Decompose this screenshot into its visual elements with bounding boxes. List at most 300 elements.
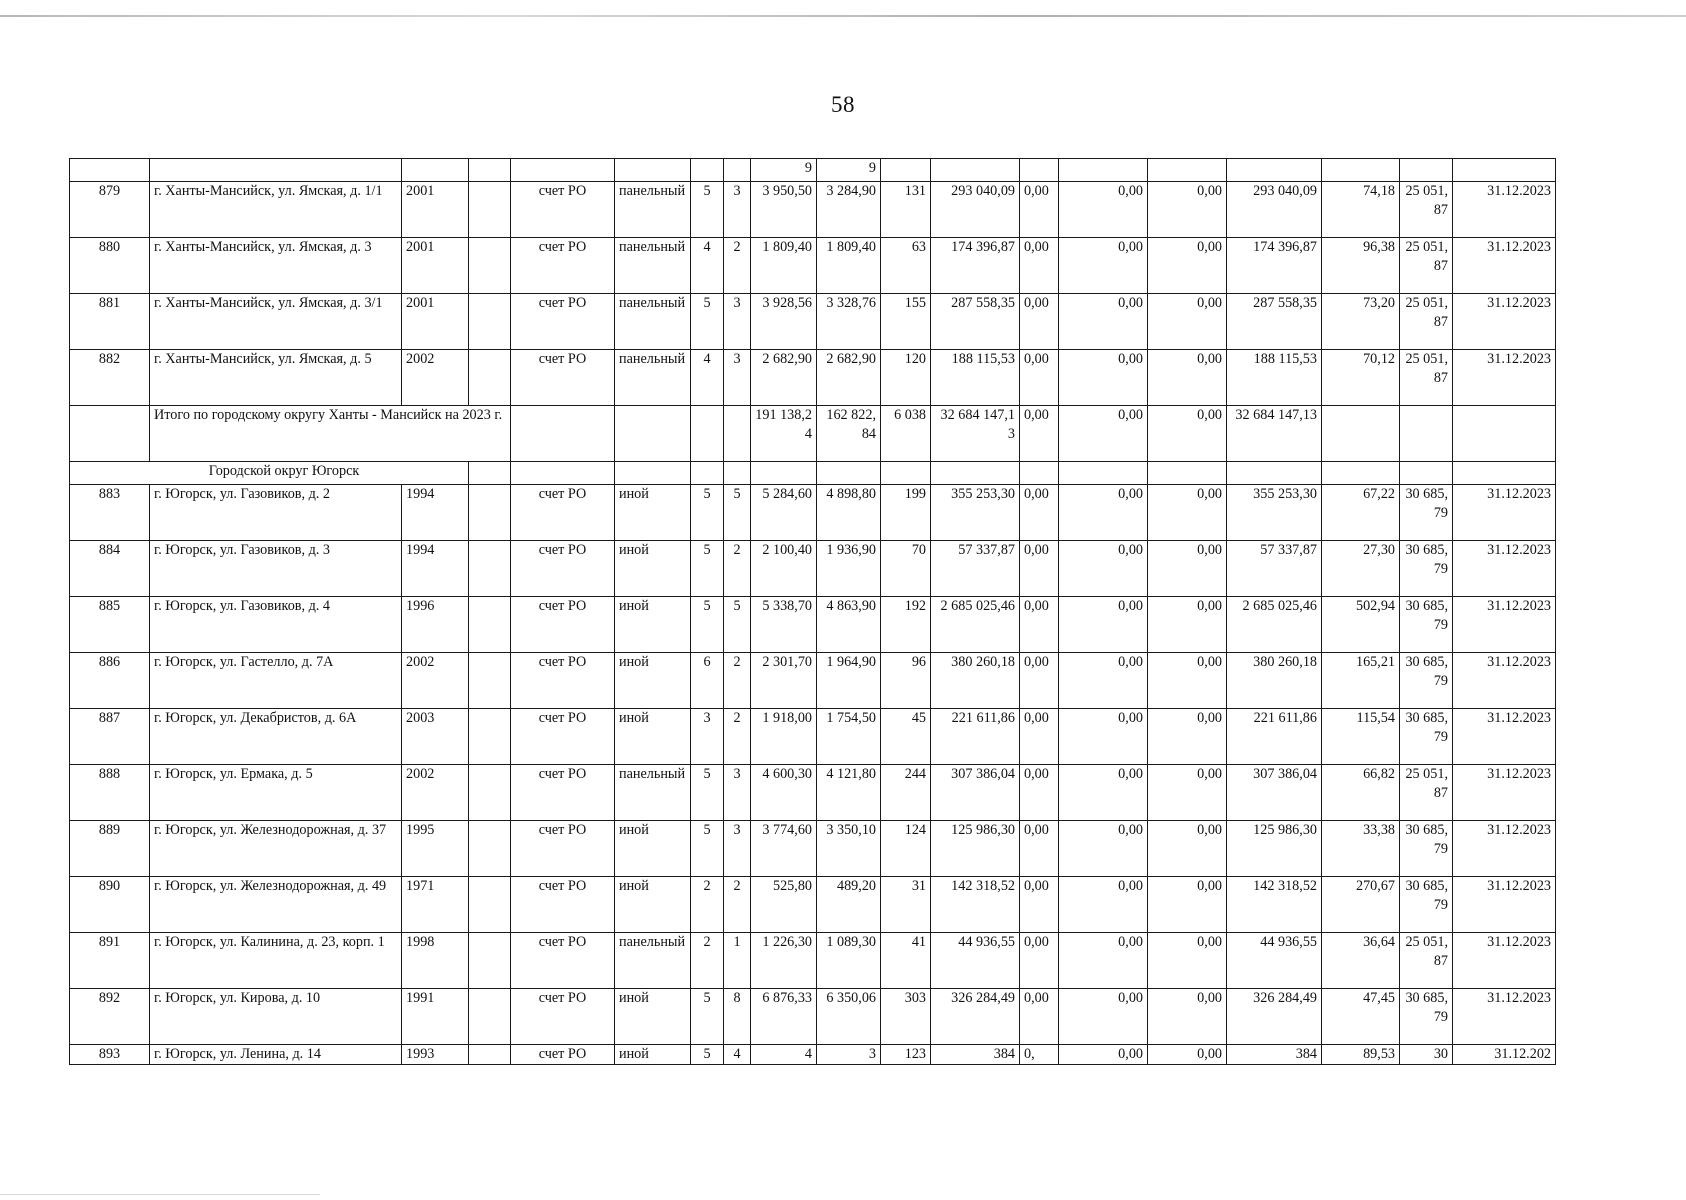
fund-ppk-cell: 0,00 <box>1020 933 1059 989</box>
unit-cost-cell: 33,38 <box>1322 821 1400 877</box>
fund-method-cell: счет РО <box>511 877 615 933</box>
floors-cell: 5 <box>691 485 724 541</box>
table-row <box>70 765 1556 821</box>
entrances-cell: 5 <box>724 597 751 653</box>
fund-ppk-cell: 0,00 <box>1020 653 1059 709</box>
area-living-cell: 4 898,80 <box>817 485 881 541</box>
area-total-cell: 3 928,56 <box>751 294 817 350</box>
fund-method-cell: счет РО <box>511 653 615 709</box>
table-row <box>70 821 1556 877</box>
total-residents: 6 038 <box>881 406 931 462</box>
wall-material-cell: панельный <box>615 182 691 238</box>
residents-cell: 45 <box>881 709 931 765</box>
budget-subject-cell: 0,00 <box>1059 541 1148 597</box>
unit-cost-cell: 36,64 <box>1322 933 1400 989</box>
table-row <box>70 597 1556 653</box>
area-living-cell: 4 121,80 <box>817 765 881 821</box>
fund-ppk-cell: 0,00 <box>1020 541 1059 597</box>
table-row <box>70 485 1556 541</box>
floors-cell: 5 <box>691 597 724 653</box>
year-cell: 1996 <box>402 597 469 653</box>
budget-municipal-cell: 0,00 <box>1148 1045 1227 1065</box>
area-total-cell: 9 <box>751 159 817 182</box>
owners-funds-cell: 142 318,52 <box>1227 877 1322 933</box>
budget-subject-cell: 0,00 <box>1059 709 1148 765</box>
unit-cost-cell: 73,20 <box>1322 294 1400 350</box>
year-cell: 2002 <box>402 653 469 709</box>
address-cell: г. Ханты-Мансийск, ул. Ямская, д. 3/1 <box>150 294 402 350</box>
fund-method-cell: счет РО <box>511 1045 615 1065</box>
unit-cost-cell: 74,18 <box>1322 182 1400 238</box>
row-number: 887 <box>70 709 150 765</box>
cost-total-cell: 125 986,30 <box>931 821 1020 877</box>
area-total-cell: 2 301,70 <box>751 653 817 709</box>
fund-method-cell: счет РО <box>511 989 615 1045</box>
fund-method-cell: счет РО <box>511 821 615 877</box>
budget-subject-cell: 0,00 <box>1059 933 1148 989</box>
residents-cell: 244 <box>881 765 931 821</box>
limit-cost-cell: 30 685,79 <box>1400 597 1453 653</box>
year-cell: 2002 <box>402 350 469 406</box>
deadline-cell: 31.12.2023 <box>1453 485 1556 541</box>
fund-ppk-cell: 0,00 <box>1020 485 1059 541</box>
residents-cell: 31 <box>881 877 931 933</box>
entrances-cell: 2 <box>724 238 751 294</box>
area-total-cell: 5 284,60 <box>751 485 817 541</box>
table-row <box>70 294 1556 350</box>
budget-municipal-cell: 0,00 <box>1148 541 1227 597</box>
fund-ppk-cell: 0,00 <box>1020 182 1059 238</box>
entrances-cell: 3 <box>724 350 751 406</box>
budget-subject-cell: 0,00 <box>1059 485 1148 541</box>
fund-ppk-cell: 0,00 <box>1020 709 1059 765</box>
unit-cost-cell: 115,54 <box>1322 709 1400 765</box>
entrances-cell: 3 <box>724 182 751 238</box>
unit-cost-cell: 89,53 <box>1322 1045 1400 1065</box>
year-cell: 1995 <box>402 821 469 877</box>
total-area-living: 162 822,84 <box>817 406 881 462</box>
area-living-cell: 9 <box>817 159 881 182</box>
area-total-cell: 5 338,70 <box>751 597 817 653</box>
total-budget-municipal: 0,00 <box>1148 406 1227 462</box>
address-cell: г. Югорск, ул. Калинина, д. 23, корп. 1 <box>150 933 402 989</box>
address-cell: г. Югорск, ул. Ленина, д. 14 <box>150 1045 402 1065</box>
row-number: 886 <box>70 653 150 709</box>
area-total-cell: 1 226,30 <box>751 933 817 989</box>
area-total-cell: 4 <box>751 1045 817 1065</box>
table-row <box>70 989 1556 1045</box>
floors-cell: 5 <box>691 541 724 597</box>
owners-funds-cell: 44 936,55 <box>1227 933 1322 989</box>
area-living-cell: 4 863,90 <box>817 597 881 653</box>
scan-edge-bottom <box>0 1194 320 1195</box>
row-number: 885 <box>70 597 150 653</box>
limit-cost-cell: 25 051,87 <box>1400 294 1453 350</box>
deadline-cell: 31.12.2023 <box>1453 597 1556 653</box>
area-total-cell: 4 600,30 <box>751 765 817 821</box>
row-number: 881 <box>70 294 150 350</box>
wall-material-cell: панельный <box>615 933 691 989</box>
limit-cost-cell: 25 051,87 <box>1400 350 1453 406</box>
entrances-cell: 3 <box>724 765 751 821</box>
table-row <box>70 1045 1556 1065</box>
budget-municipal-cell: 0,00 <box>1148 182 1227 238</box>
limit-cost-cell: 25 051,87 <box>1400 182 1453 238</box>
entrances-cell: 4 <box>724 1045 751 1065</box>
table-row <box>70 541 1556 597</box>
total-budget-subject: 0,00 <box>1059 406 1148 462</box>
total-fund-ppk: 0,00 <box>1020 406 1059 462</box>
budget-municipal-cell: 0,00 <box>1148 294 1227 350</box>
year-cell: 2001 <box>402 182 469 238</box>
fund-method-cell: счет РО <box>511 350 615 406</box>
entrances-cell: 2 <box>724 709 751 765</box>
address-cell: г. Ханты-Мансийск, ул. Ямская, д. 5 <box>150 350 402 406</box>
cost-total-cell: 57 337,87 <box>931 541 1020 597</box>
wall-material-cell: панельный <box>615 238 691 294</box>
row-number: 883 <box>70 485 150 541</box>
total-owners-funds: 32 684 147,13 <box>1227 406 1322 462</box>
wall-material-cell: иной <box>615 709 691 765</box>
area-living-cell: 1 964,90 <box>817 653 881 709</box>
cost-total-cell: 188 115,53 <box>931 350 1020 406</box>
cost-total-cell: 2 685 025,46 <box>931 597 1020 653</box>
address-cell: г. Югорск, ул. Газовиков, д. 4 <box>150 597 402 653</box>
year-cell: 2001 <box>402 294 469 350</box>
budget-subject-cell: 0,00 <box>1059 877 1148 933</box>
owners-funds-cell: 307 386,04 <box>1227 765 1322 821</box>
owners-funds-cell: 287 558,35 <box>1227 294 1322 350</box>
residents-cell: 303 <box>881 989 931 1045</box>
floors-cell: 4 <box>691 238 724 294</box>
limit-cost-cell: 30 685,79 <box>1400 989 1453 1045</box>
row-number: 892 <box>70 989 150 1045</box>
unit-cost-cell: 70,12 <box>1322 350 1400 406</box>
fund-ppk-cell: 0,00 <box>1020 765 1059 821</box>
wall-material-cell: панельный <box>615 294 691 350</box>
floors-cell: 6 <box>691 653 724 709</box>
unit-cost-cell: 27,30 <box>1322 541 1400 597</box>
area-living-cell: 1 089,30 <box>817 933 881 989</box>
unit-cost-cell: 502,94 <box>1322 597 1400 653</box>
entrances-cell: 2 <box>724 877 751 933</box>
limit-cost-cell: 25 051,87 <box>1400 765 1453 821</box>
area-total-cell: 3 950,50 <box>751 182 817 238</box>
unit-cost-cell: 165,21 <box>1322 653 1400 709</box>
year-cell: 1994 <box>402 485 469 541</box>
limit-cost-cell: 30 685,79 <box>1400 541 1453 597</box>
address-cell: г. Югорск, ул. Кирова, д. 10 <box>150 989 402 1045</box>
entrances-cell: 2 <box>724 541 751 597</box>
owners-funds-cell: 188 115,53 <box>1227 350 1322 406</box>
deadline-cell: 31.12.2023 <box>1453 933 1556 989</box>
unit-cost-cell: 270,67 <box>1322 877 1400 933</box>
fund-method-cell: счет РО <box>511 485 615 541</box>
budget-subject-cell: 0,00 <box>1059 350 1148 406</box>
floors-cell: 5 <box>691 1045 724 1065</box>
total-label: Итого по городскому округу Ханты - Мансийск на 2023 г. <box>150 406 511 462</box>
budget-municipal-cell: 0,00 <box>1148 350 1227 406</box>
fund-ppk-cell: 0,00 <box>1020 294 1059 350</box>
cost-total-cell: 384 <box>931 1045 1020 1065</box>
year-cell: 1994 <box>402 541 469 597</box>
limit-cost-cell: 25 051,87 <box>1400 238 1453 294</box>
address-cell: г. Югорск, ул. Декабристов, д. 6А <box>150 709 402 765</box>
total-row <box>70 406 1556 462</box>
fund-ppk-cell: 0,00 <box>1020 877 1059 933</box>
row-number: 890 <box>70 877 150 933</box>
deadline-cell: 31.12.2023 <box>1453 821 1556 877</box>
limit-cost-cell <box>1400 159 1453 182</box>
year-cell: 2002 <box>402 765 469 821</box>
table-row <box>70 653 1556 709</box>
area-total-cell: 525,80 <box>751 877 817 933</box>
limit-cost-cell: 30 685,79 <box>1400 877 1453 933</box>
budget-municipal-cell: 0,00 <box>1148 653 1227 709</box>
capital-repair-table <box>69 158 1556 1065</box>
area-total-cell: 2 682,90 <box>751 350 817 406</box>
entrances-cell: 3 <box>724 294 751 350</box>
budget-subject-cell: 0,00 <box>1059 821 1148 877</box>
deadline-cell: 31.12.202 <box>1453 1045 1556 1065</box>
address-cell: г. Ханты-Мансийск, ул. Ямская, д. 1/1 <box>150 182 402 238</box>
floors-cell: 5 <box>691 294 724 350</box>
area-living-cell: 6 350,06 <box>817 989 881 1045</box>
fund-method-cell: счет РО <box>511 182 615 238</box>
owners-funds-cell: 380 260,18 <box>1227 653 1322 709</box>
total-cost: 32 684 147,13 <box>931 406 1020 462</box>
cost-total-cell: 307 386,04 <box>931 765 1020 821</box>
table-row <box>70 350 1556 406</box>
owners-funds-cell: 384 <box>1227 1045 1322 1065</box>
entrances-cell: 8 <box>724 989 751 1045</box>
budget-subject-cell: 0,00 <box>1059 597 1148 653</box>
unit-cost-cell: 67,22 <box>1322 485 1400 541</box>
residents-cell: 199 <box>881 485 931 541</box>
floors-cell: 3 <box>691 709 724 765</box>
cost-total-cell: 380 260,18 <box>931 653 1020 709</box>
address-cell: г. Ханты-Мансийск, ул. Ямская, д. 3 <box>150 238 402 294</box>
floors-cell: 5 <box>691 182 724 238</box>
total-area-total: 191 138,24 <box>751 406 817 462</box>
owners-funds-cell: 355 253,30 <box>1227 485 1322 541</box>
year-cell: 1993 <box>402 1045 469 1065</box>
limit-cost-cell: 25 051,87 <box>1400 933 1453 989</box>
wall-material-cell: иной <box>615 1045 691 1065</box>
fund-ppk-cell: 0,00 <box>1020 989 1059 1045</box>
budget-municipal-cell: 0,00 <box>1148 877 1227 933</box>
year-cell: 1971 <box>402 877 469 933</box>
address-cell: г. Югорск, ул. Газовиков, д. 2 <box>150 485 402 541</box>
entrances-cell: 1 <box>724 933 751 989</box>
row-number: 879 <box>70 182 150 238</box>
row-number: 880 <box>70 238 150 294</box>
address-cell: г. Югорск, ул. Железнодорожная, д. 49 <box>150 877 402 933</box>
address-cell: г. Югорск, ул. Железнодорожная, д. 37 <box>150 821 402 877</box>
owners-funds-cell: 57 337,87 <box>1227 541 1322 597</box>
wall-material-cell: иной <box>615 989 691 1045</box>
floors-cell: 2 <box>691 933 724 989</box>
table-row <box>70 877 1556 933</box>
cost-total-cell: 174 396,87 <box>931 238 1020 294</box>
limit-cost-cell: 30 685,79 <box>1400 485 1453 541</box>
budget-municipal-cell: 0,00 <box>1148 989 1227 1045</box>
table-row <box>70 933 1556 989</box>
limit-cost-cell: 30 685,79 <box>1400 653 1453 709</box>
address-cell: г. Югорск, ул. Гастелло, д. 7А <box>150 653 402 709</box>
area-total-cell: 3 774,60 <box>751 821 817 877</box>
wall-material-cell: панельный <box>615 765 691 821</box>
row-number: 884 <box>70 541 150 597</box>
floors-cell: 2 <box>691 877 724 933</box>
residents-cell: 41 <box>881 933 931 989</box>
owners-funds-cell: 174 396,87 <box>1227 238 1322 294</box>
scan-edge-top <box>0 15 1686 17</box>
residents-cell: 120 <box>881 350 931 406</box>
deadline-cell: 31.12.2023 <box>1453 350 1556 406</box>
budget-municipal-cell: 0,00 <box>1148 238 1227 294</box>
budget-subject-cell: 0,00 <box>1059 989 1148 1045</box>
area-total-cell: 1 918,00 <box>751 709 817 765</box>
residents-cell: 63 <box>881 238 931 294</box>
table-row <box>70 709 1556 765</box>
deadline-cell: 31.12.2023 <box>1453 182 1556 238</box>
wall-material-cell: иной <box>615 597 691 653</box>
cost-total-cell: 326 284,49 <box>931 989 1020 1045</box>
entrances-cell: 2 <box>724 653 751 709</box>
area-living-cell: 3 <box>817 1045 881 1065</box>
area-living-cell: 1 936,90 <box>817 541 881 597</box>
deadline-cell: 31.12.2023 <box>1453 294 1556 350</box>
budget-municipal-cell: 0,00 <box>1148 821 1227 877</box>
wall-material-cell: иной <box>615 821 691 877</box>
budget-municipal-cell: 0,00 <box>1148 709 1227 765</box>
cost-total-cell: 142 318,52 <box>931 877 1020 933</box>
fund-method-cell: счет РО <box>511 709 615 765</box>
area-living-cell: 3 284,90 <box>817 182 881 238</box>
unit-cost-cell: 96,38 <box>1322 238 1400 294</box>
deadline-cell: 31.12.2023 <box>1453 877 1556 933</box>
address-cell: г. Югорск, ул. Газовиков, д. 3 <box>150 541 402 597</box>
fund-method-cell: счет РО <box>511 765 615 821</box>
cost-total-cell: 355 253,30 <box>931 485 1020 541</box>
year-cell: 2003 <box>402 709 469 765</box>
area-living-cell: 1 754,50 <box>817 709 881 765</box>
row-number: 891 <box>70 933 150 989</box>
area-living-cell: 1 809,40 <box>817 238 881 294</box>
budget-subject-cell: 0,00 <box>1059 765 1148 821</box>
row-number: 882 <box>70 350 150 406</box>
fund-method-cell: счет РО <box>511 933 615 989</box>
entrances-cell: 3 <box>724 821 751 877</box>
fund-ppk-cell: 0,00 <box>1020 238 1059 294</box>
cost-total-cell: 287 558,35 <box>931 294 1020 350</box>
wall-material-cell: панельный <box>615 350 691 406</box>
residents-cell: 123 <box>881 1045 931 1065</box>
residents-cell: 155 <box>881 294 931 350</box>
owners-funds-cell: 326 284,49 <box>1227 989 1322 1045</box>
cost-total-cell: 221 611,86 <box>931 709 1020 765</box>
budget-subject-cell: 0,00 <box>1059 238 1148 294</box>
wall-material-cell: иной <box>615 541 691 597</box>
area-living-cell: 2 682,90 <box>817 350 881 406</box>
area-living-cell: 3 328,76 <box>817 294 881 350</box>
unit-cost-cell: 66,82 <box>1322 765 1400 821</box>
year-cell: 1991 <box>402 989 469 1045</box>
limit-cost-cell: 30 685,79 <box>1400 821 1453 877</box>
cost-total-cell: 293 040,09 <box>931 182 1020 238</box>
deadline-cell: 31.12.2023 <box>1453 238 1556 294</box>
limit-cost-cell: 30 685,79 <box>1400 709 1453 765</box>
section-title: Городской округ Югорск <box>70 462 469 485</box>
area-total-cell: 2 100,40 <box>751 541 817 597</box>
budget-municipal-cell: 0,00 <box>1148 597 1227 653</box>
fund-method-cell: счет РО <box>511 597 615 653</box>
budget-municipal-cell: 0,00 <box>1148 933 1227 989</box>
wall-material-cell: иной <box>615 485 691 541</box>
row-number: 888 <box>70 765 150 821</box>
year-cell: 1998 <box>402 933 469 989</box>
wall-material-cell: иной <box>615 877 691 933</box>
residents-cell: 96 <box>881 653 931 709</box>
unit-cost-cell: 47,45 <box>1322 989 1400 1045</box>
fund-ppk-cell: 0,00 <box>1020 821 1059 877</box>
budget-subject-cell: 0,00 <box>1059 1045 1148 1065</box>
limit-cost-cell: 30 <box>1400 1045 1453 1065</box>
deadline-cell: 31.12.2023 <box>1453 653 1556 709</box>
continuation-row <box>70 159 1556 182</box>
entrances-cell: 5 <box>724 485 751 541</box>
floors-cell: 5 <box>691 989 724 1045</box>
floors-cell: 5 <box>691 821 724 877</box>
budget-subject-cell: 0,00 <box>1059 294 1148 350</box>
budget-subject-cell: 0,00 <box>1059 182 1148 238</box>
residents-cell: 124 <box>881 821 931 877</box>
owners-funds-cell: 125 986,30 <box>1227 821 1322 877</box>
budget-subject-cell: 0,00 <box>1059 653 1148 709</box>
area-living-cell: 3 350,10 <box>817 821 881 877</box>
area-total-cell: 6 876,33 <box>751 989 817 1045</box>
fund-ppk-cell: 0,00 <box>1020 597 1059 653</box>
owners-funds-cell: 221 611,86 <box>1227 709 1322 765</box>
residents-cell: 131 <box>881 182 931 238</box>
address-cell: г. Югорск, ул. Ермака, д. 5 <box>150 765 402 821</box>
deadline-cell: 31.12.2023 <box>1453 989 1556 1045</box>
fund-method-cell: счет РО <box>511 541 615 597</box>
page-number: 58 <box>831 92 855 117</box>
owners-funds-cell: 2 685 025,46 <box>1227 597 1322 653</box>
area-living-cell: 489,20 <box>817 877 881 933</box>
floors-cell: 4 <box>691 350 724 406</box>
deadline-cell: 31.12.2023 <box>1453 709 1556 765</box>
row-number: 889 <box>70 821 150 877</box>
budget-municipal-cell: 0,00 <box>1148 485 1227 541</box>
deadline-cell: 31.12.2023 <box>1453 765 1556 821</box>
residents-cell: 70 <box>881 541 931 597</box>
section-header-row <box>70 462 1556 485</box>
budget-municipal-cell: 0,00 <box>1148 765 1227 821</box>
owners-funds-cell: 293 040,09 <box>1227 182 1322 238</box>
cost-total-cell: 44 936,55 <box>931 933 1020 989</box>
fund-method-cell: счет РО <box>511 294 615 350</box>
wall-material-cell: иной <box>615 653 691 709</box>
table-row <box>70 182 1556 238</box>
floors-cell: 5 <box>691 765 724 821</box>
year-cell: 2001 <box>402 238 469 294</box>
row-number: 893 <box>70 1045 150 1065</box>
table-row <box>70 238 1556 294</box>
residents-cell: 192 <box>881 597 931 653</box>
